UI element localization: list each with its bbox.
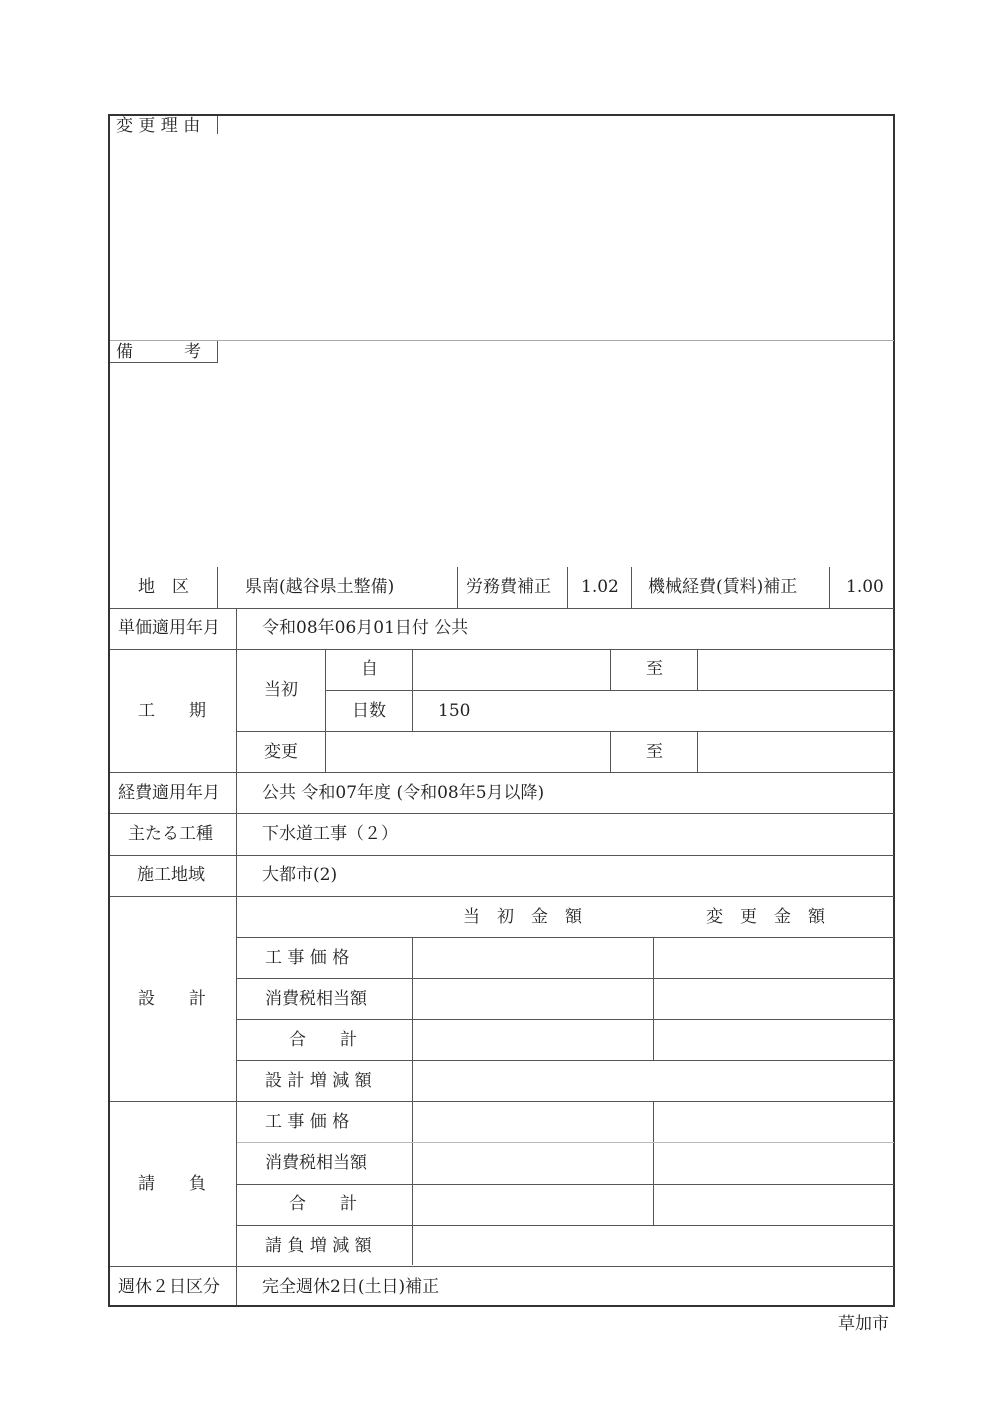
divider bbox=[110, 1101, 894, 1102]
divider bbox=[610, 731, 611, 772]
period-days-value: 150 bbox=[438, 701, 471, 721]
divider bbox=[325, 690, 894, 691]
divider bbox=[237, 937, 894, 938]
contract-row-4: 請 負 増 減 額 bbox=[265, 1236, 372, 1256]
machine-correction-label: 機械経費(賃料)補正 bbox=[648, 577, 798, 597]
site-value: 大都市(2) bbox=[262, 865, 338, 885]
contract-row-2: 消費税相当額 bbox=[265, 1153, 367, 1173]
period-to-label: 至 bbox=[646, 659, 663, 679]
divider bbox=[237, 1060, 894, 1061]
period-change-to-label: 至 bbox=[646, 742, 663, 762]
divider bbox=[217, 567, 218, 608]
contract-label: 請 負 bbox=[138, 1174, 206, 1194]
divider bbox=[457, 567, 458, 608]
unit-price-value: 令和08年06月01日付 公共 bbox=[262, 618, 469, 638]
change-amount-header: 変 更 金 額 bbox=[706, 907, 825, 927]
labor-correction-value: 1.02 bbox=[581, 577, 619, 597]
divider bbox=[217, 116, 218, 134]
expense-label: 経費適用年月 bbox=[118, 783, 220, 803]
contract-row-1: 工 事 価 格 bbox=[265, 1112, 350, 1132]
divider bbox=[110, 608, 894, 609]
divider bbox=[567, 567, 568, 608]
area-label: 地 区 bbox=[138, 577, 189, 597]
form-frame bbox=[108, 114, 895, 1307]
site-label: 施工地域 bbox=[137, 865, 205, 885]
divider bbox=[110, 813, 894, 814]
divider bbox=[325, 649, 326, 772]
divider bbox=[237, 978, 894, 979]
area-value: 県南(越谷県土整備) bbox=[245, 577, 395, 597]
reason-label: 変 更 理 由 bbox=[116, 116, 201, 136]
weekly-label: 週休２日区分 bbox=[118, 1277, 220, 1297]
unit-price-label: 単価適用年月 bbox=[118, 618, 220, 638]
divider bbox=[237, 731, 894, 732]
divider bbox=[653, 937, 654, 1060]
divider bbox=[237, 1225, 894, 1226]
city-name: 草加市 bbox=[838, 1314, 889, 1334]
divider bbox=[110, 772, 894, 773]
divider bbox=[697, 731, 698, 772]
labor-correction-label: 労務費補正 bbox=[466, 577, 551, 597]
period-from-label: 自 bbox=[361, 659, 378, 679]
divider bbox=[217, 341, 218, 363]
divider bbox=[697, 649, 698, 690]
weekly-value: 完全週休2日(土日)補正 bbox=[262, 1277, 440, 1297]
remarks-label: 備 考 bbox=[116, 342, 201, 362]
divider bbox=[237, 1019, 894, 1020]
design-row-4: 設 計 増 減 額 bbox=[265, 1071, 372, 1091]
machine-correction-value: 1.00 bbox=[846, 577, 884, 597]
divider bbox=[237, 1184, 894, 1185]
design-row-2: 消費税相当額 bbox=[265, 989, 367, 1009]
divider bbox=[110, 855, 894, 856]
divider bbox=[237, 1142, 894, 1143]
divider bbox=[110, 362, 217, 363]
contract-row-3: 合 計 bbox=[289, 1194, 357, 1214]
initial-amount-header: 当 初 金 額 bbox=[463, 907, 582, 927]
divider bbox=[610, 649, 611, 690]
design-row-1: 工 事 価 格 bbox=[265, 948, 350, 968]
divider bbox=[110, 649, 894, 650]
divider bbox=[110, 1266, 894, 1267]
period-initial-label: 当初 bbox=[264, 680, 298, 700]
main-work-label: 主たる工種 bbox=[128, 824, 213, 844]
period-change-label: 変更 bbox=[264, 742, 298, 762]
period-label: 工 期 bbox=[138, 701, 206, 721]
divider bbox=[653, 1101, 654, 1225]
main-work-value: 下水道工事（２） bbox=[262, 824, 398, 844]
divider bbox=[110, 340, 894, 341]
divider bbox=[829, 567, 830, 608]
divider bbox=[110, 896, 894, 897]
label-column-divider bbox=[236, 608, 237, 1305]
period-days-label: 日数 bbox=[352, 701, 386, 721]
design-label: 設 計 bbox=[138, 989, 206, 1009]
expense-value: 公共 令和07年度 (令和08年5月以降) bbox=[262, 783, 545, 803]
divider bbox=[631, 567, 632, 608]
design-row-3: 合 計 bbox=[289, 1030, 357, 1050]
